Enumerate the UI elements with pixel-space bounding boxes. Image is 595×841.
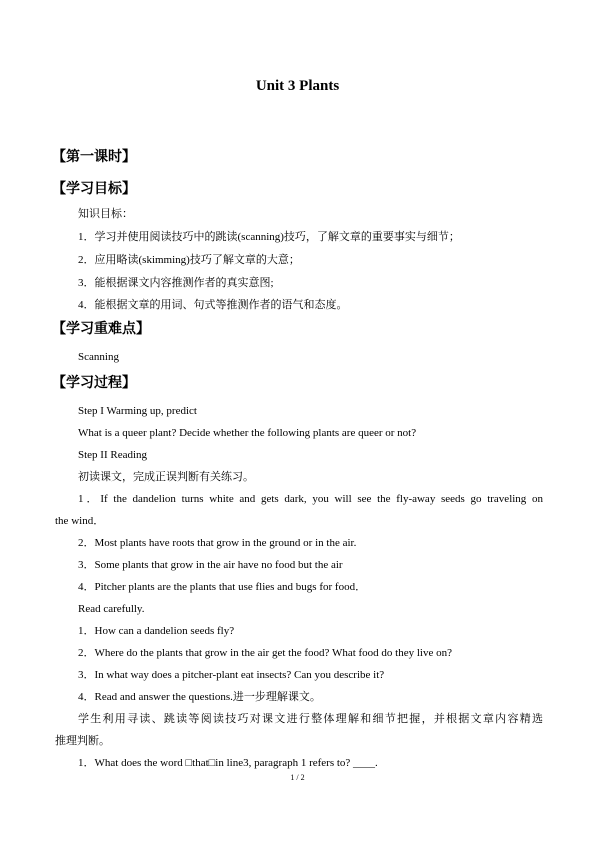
statement-item: 2．Most plants have roots that grow in the ground or in the air. xyxy=(78,537,357,549)
step-2-intro: 初读课文，完成正误判断有关练习。 xyxy=(78,471,254,483)
key-points-heading: 【学习重难点】 xyxy=(52,322,150,337)
objectives-intro: 知识目标： xyxy=(78,208,133,220)
statement-item-continued: the wind． xyxy=(55,515,105,527)
paragraph-line: 学生利用寻读、跳读等阅读技巧对课文进行整体理解和细节把握，并根据文章内容精选 xyxy=(78,713,543,725)
objective-item: 2．应用略读(skimming)技巧了解文章的大意； xyxy=(78,254,300,266)
objective-item: 4．能根据文章的用词、句式等推测作者的语气和态度。 xyxy=(78,299,348,311)
paragraph-line-continued: 推理判断。 xyxy=(55,735,110,747)
step-1-heading: Step I Warming up, predict xyxy=(78,405,197,417)
read-carefully-label: Read carefully. xyxy=(78,603,145,615)
document-title: Unit 3 Plants xyxy=(255,78,340,94)
objective-item: 3．能根据课文内容推测作者的真实意图; xyxy=(78,277,274,289)
process-heading: 【学习过程】 xyxy=(52,376,136,391)
objective-item: 1．学习并使用阅读技巧中的跳读(scanning)技巧，了解文章的重要事实与细节； xyxy=(78,231,460,243)
question-item: 4．Read and answer the questions.进一步理解课文。 xyxy=(78,691,321,703)
step-1-question: What is a queer plant? Decide whether the following plants are queer or not? xyxy=(78,427,417,439)
objectives-heading: 【学习目标】 xyxy=(52,182,136,197)
question-item: 1．How can a dandelion seeds fly? xyxy=(78,625,235,637)
key-points-text: Scanning xyxy=(78,351,119,363)
question-item: 3．In what way does a pitcher-plant eat insects? Can you describe it? xyxy=(78,669,385,681)
statement-item: 3．Some plants that grow in the air have no food but the air xyxy=(78,559,343,571)
statement-item: 1．If the dandelion turns white and gets dark, you will see the fly-away seeds go traveling on xyxy=(78,493,543,505)
final-question: 1．What does the word □that□in line3, paragraph 1 refers to? ____. xyxy=(78,757,378,769)
question-item: 2．Where do the plants that grow in the air get the food? What food do they live on? xyxy=(78,647,452,659)
page-number: 1 / 2 xyxy=(290,773,305,782)
step-2-heading: Step II Reading xyxy=(78,449,148,461)
lesson-heading: 【第一课时】 xyxy=(52,150,136,165)
statement-item: 4．Pitcher plants are the plants that use flies and bugs for food． xyxy=(78,581,367,593)
